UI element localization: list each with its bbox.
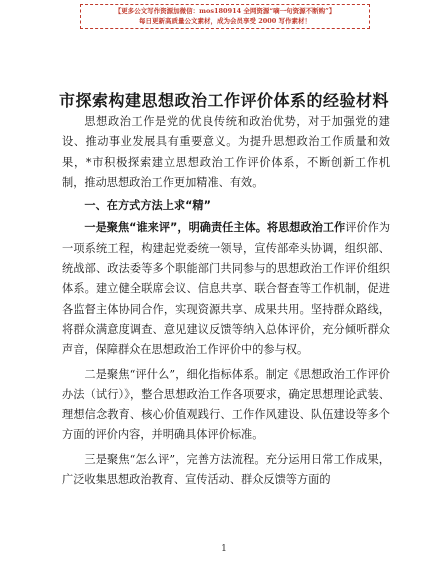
- p1-lead-2: 将思想政治工作: [266, 221, 346, 235]
- banner-line-1: 【更多公文写作资源加微信：mos180914 全网资源“嘀一句资源不断购”】: [114, 7, 336, 15]
- page-number: 1: [221, 544, 227, 554]
- section-heading-1: 一、在方式方法上求“精”: [84, 199, 211, 213]
- section1-paragraph-2: 二是聚焦“评什么”，细化指标体系。制定《思想政治工作评价办法（试行）》，整合思想政治工作各项要求，确定思想理论武装、理想信念教育、核心价值观践行、工作作风建设、队伍建设等多个方面的评价内容，并明确具体评价标准。: [62, 367, 390, 442]
- banner-line-2: 每日更新高质量公文素材，成为会员享受 2000 写作素材！: [138, 17, 312, 25]
- document-body: [62, 112, 390, 490]
- section1-paragraph-3: 三是聚焦“怎么评”，完善方法流程。充分运用日常工作成果，广泛收集思想政治教育、宣传活动、群众反馈等方面的: [62, 452, 390, 487]
- document-title: 市探索构建思想政治工作评价体系的经验材料: [58, 91, 389, 110]
- intro-paragraph: 思想政治工作是党的优良传统和政治优势，对于加强党的建设、推动事业发展具有重要意义。为提升思想政治工作质量和效果，*市积极探索建立思想政治工作评价体系，不断创新工作机制，推动思想政治工作更加精准、有效。: [62, 115, 390, 189]
- section1-paragraph-1: [62, 218, 390, 360]
- promo-banner: [80, 4, 370, 29]
- p1-rest: 评价作为一项系统工程，构建起党委统一领导，宣传部牵头协调，组织部、统战部、政法委等多个职能部门共同参与的思想政治工作评价组织体系。建立健全联席会议、信息共享、联合督查等工作机制，促进各监督主体协同合作，实现资源共享、成果共用。坚持群众路线，将群众满意度调查、意见建议反馈等纳入总体评价，充分倾听群众声音，保障群众在思想政治工作评价中的参与权。: [62, 221, 391, 357]
- p1-lead: 一是聚焦“谁来评”，明确责任主体。: [84, 221, 267, 235]
